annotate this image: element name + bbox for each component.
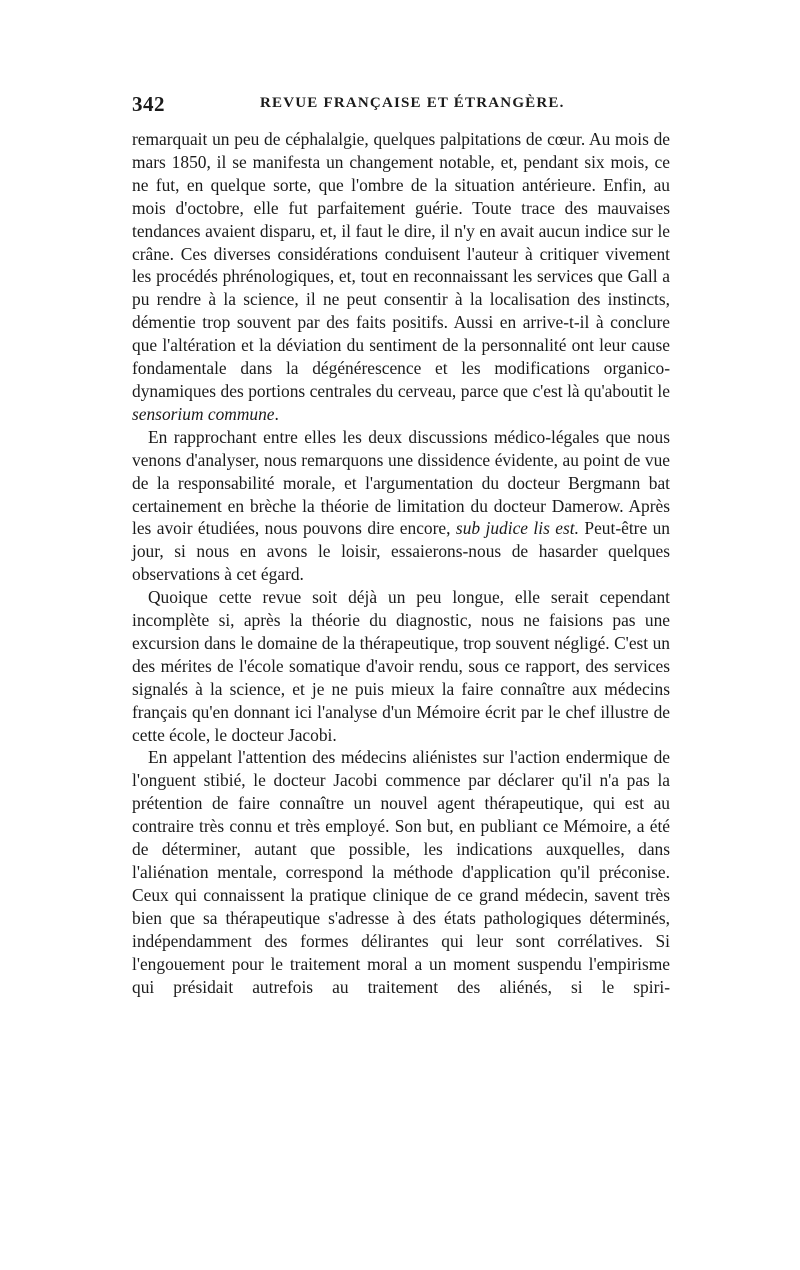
paragraph-2-end: Peut-être un jour, si nous en avons le loisir, essaierons-nous de hasarder quelques observations à cet égard. bbox=[132, 518, 670, 585]
page-header bbox=[132, 92, 670, 120]
paragraph-1-italic-sensorium: sensorium commune bbox=[132, 403, 275, 424]
paragraph-2-italic-latin: sub judice lis est. bbox=[455, 518, 579, 539]
paragraph-1-end: . bbox=[274, 403, 279, 424]
paragraph-4-text: En appelant l'attention des médecins aliénistes sur l'action endermique de l'onguent stibié, le docteur Jacobi commence par déclarer qu'il n'a pas la prétention de faire connaître un nouvel agent thérapeutique, qui est au contraire très connu et très employé. Son but, en publiant ce Mémoire, a été de déterminer, autant que possible, les indications auxquelles, dans l'aliénation mentale, correspond la méthode d'application qu'il préconise. Ceux qui connaissent la pratique clinique de ce grand médecin, savent très bien que sa thérapeutique s'adresse à des états pathologiques déterminés, indépendamment des formes délirantes qui leur sont corrélatives. Si l'engouement pour le traitement moral a un moment suspendu l'empirisme qui présidait autrefois au traitement des aliénés, si le spiri- bbox=[132, 747, 670, 997]
paragraph-1-text: remarquait un peu de céphalalgie, quelques palpitations de cœur. Au mois de mars 1850, il se manifesta un changement notable, et, pendant six mois, ce ne fut, en quelque sorte, que l'ombre de la situation antérieure. Enfin, au mois d'octobre, elle fut parfaitement guérie. Toute trace des mauvaises tendances avaient disparu, et, il faut le dire, il n'y en avait aucun indice sur le crâne. Ces diverses considérations conduisent l'auteur à critiquer vivement les procédés phrénologiques, et, tout en reconnaissant les services que Gall a pu rendre à la science, il ne peut consentir à la localisation des instincts, démentie trop souvent par des faits positifs. Aussi en arrive-t-il à conclure que l'altération et la déviation du sentiment de la personnalité ont leur cause fondamentale dans la dégénérescence et les modifications organico-dynamiques des portions centrales du cerveau, parce que c'est là qu'aboutit le bbox=[132, 129, 670, 401]
paragraph-2-text: En rapprochant entre elles les deux discussions médico-légales que nous venons d'analyser, nous remarquons une dissidence évidente, au point de vue de la responsabilité morale, et l'argumentation du docteur Bergmann bat certainement en brèche la théorie de limitation du docteur Damerow. Après les avoir étudiées, nous pouvons dire encore, bbox=[132, 426, 670, 539]
running-title: REVUE FRANÇAISE ET ÉTRANGÈRE. bbox=[260, 95, 565, 111]
paragraph-4 bbox=[132, 746, 670, 998]
book-page bbox=[132, 92, 670, 998]
paragraph-1 bbox=[132, 128, 670, 426]
paragraph-3 bbox=[132, 586, 670, 746]
paragraph-3-text: Quoique cette revue soit déjà un peu longue, elle serait cependant incomplète si, après la théorie du diagnostic, nous ne faisions pas une excursion dans le domaine de la thérapeutique, trop souvent négligé. C'est un des mérites de l'école somatique d'avoir rendu, sous ce rapport, des services signalés à la science, et je ne puis mieux la faire connaître aux médecins français qu'en donnant ici l'analyse d'un Mémoire écrit par le chef illustre de cette école, le docteur Jacobi. bbox=[132, 587, 670, 745]
body-text bbox=[132, 128, 670, 998]
paragraph-2 bbox=[132, 426, 670, 586]
page-number: 342 bbox=[132, 92, 165, 116]
